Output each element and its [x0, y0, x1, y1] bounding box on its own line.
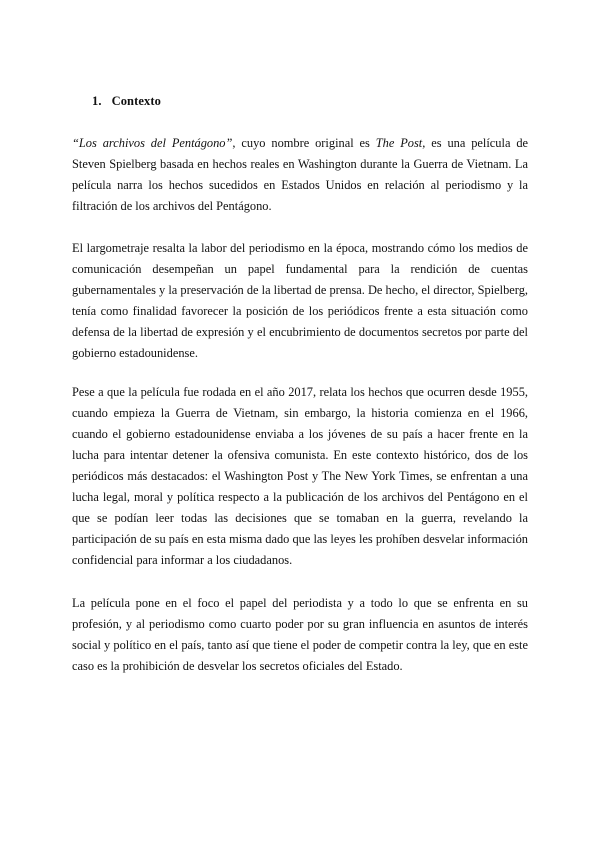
film-title-spanish: Los archivos del Pentágono — [78, 136, 226, 150]
section-title: Contexto — [111, 94, 161, 108]
open-quote: “ — [72, 136, 79, 150]
paragraph-4: La película pone en el foco el papel del periodista y a todo lo que se enfrenta en su profesión, y al periodismo como cuarto poder por su gran influencia en asuntos de interés social y político en el país, tanto así que tiene el poder de competir contra la ley, que en este caso es la prohibición de desvelar los secretos oficiales del Estado. — [72, 596, 528, 673]
paragraph-1 — [72, 133, 528, 217]
film-title-original: The Post, — [375, 136, 426, 150]
close-quote: ” — [225, 136, 233, 150]
paragraph-1-rest: es una película de Steven Spielberg basada en hechos reales en Washington durante la Guerra de Vietnam. La película narra los hechos sucedidos en Estados Unidos en relación al periodismo y la filtración de los archivos del Pentágono. — [72, 136, 529, 213]
section-number: 1. — [92, 94, 102, 108]
paragraph-2: El largometraje resalta la labor del periodismo en la época, mostrando cómo los medios de comunicación desempeñan un papel fundamental para la rendición de cuentas gubernamentales y la preservación de la libertad de prensa. De hecho, el director, Spielberg, tenía como finalidad favorecer la posición de los periódicos frente a esta situación como defensa de la libertad de expresión y el encubrimiento de documentos secretos por parte del gobierno estadounidense. — [72, 241, 528, 360]
paragraph-3: Pese a que la película fue rodada en el año 2017, relata los hechos que ocurren desde 1955, cuando empieza la Guerra de Vietnam, sin embargo, la historia comienza en el 1966, cuando el gobierno estadounidense enviaba a los jóvenes de su país a hacer frente en la lucha para intentar detener la ofensiva comunista. En este contexto histórico, dos de los periódicos más destacados: el Washington Post y The New York Times, se enfrentan a una lucha legal, moral y política respecto a la publicación de los archivos del Pentágono en el que se podían leer todas las decisiones que se tomaban en la guerra, revelando la participación de su país en esta misma dado que las leyes les prohíben desvelar información confidencial para informar a los ciudadanos. — [72, 385, 528, 567]
paragraph-1-mid: , cuyo nombre original es — [232, 136, 376, 150]
section-heading — [92, 94, 161, 109]
